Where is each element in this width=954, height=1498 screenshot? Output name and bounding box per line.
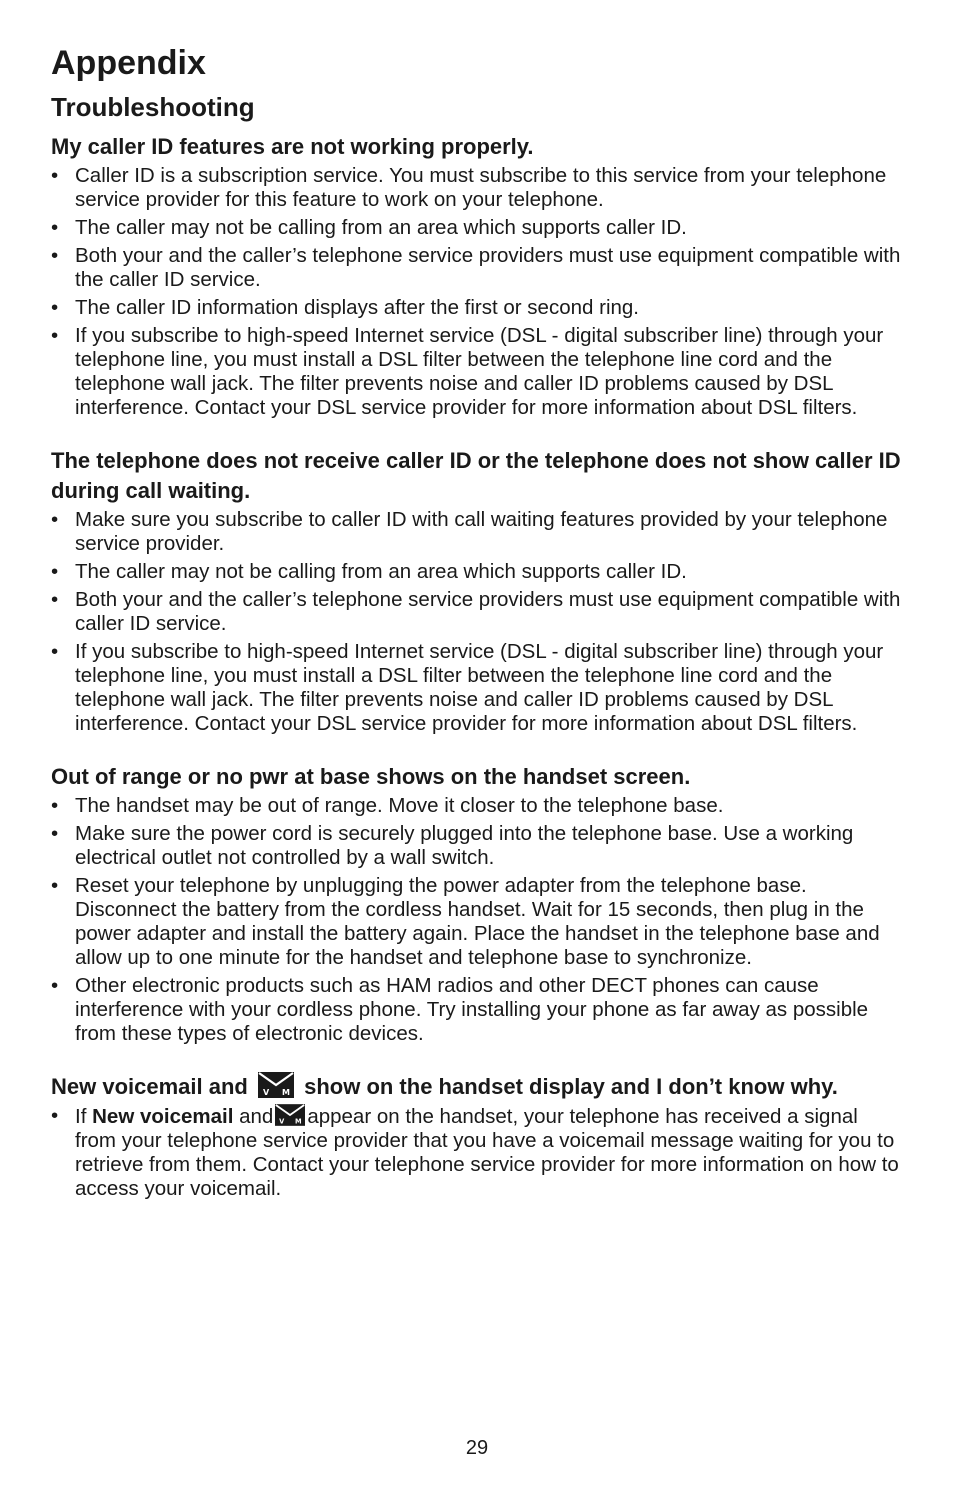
list-item: • Reset your telephone by unplugging the power adapter from the telephone base. Disconnect the battery from the cordless handset. Wait for 15 seconds, then plug in the power adapter and install the battery again. Place the handset in the telephone base and allow up to one minute for the handset and telephone base to synchronize. [51, 874, 880, 969]
bullet-icon: • [51, 874, 59, 897]
voicemail-envelope-icon [275, 1104, 305, 1126]
list-item: • The handset may be out of range. Move it closer to the telephone base. [51, 794, 724, 817]
bullet-list [51, 1104, 903, 1201]
list-item: • Make sure the power cord is securely plugged into the telephone base. Use a working electrical outlet not controlled by a wall switch. [51, 822, 854, 869]
list-item: • Both your and the caller’s telephone service providers must use equipment compatible with the caller ID service. [51, 244, 901, 291]
new-voicemail-label: New voicemail [92, 1105, 234, 1128]
bullet-list [51, 164, 903, 420]
bullet-icon: • [51, 216, 59, 239]
bullet-icon: • [51, 508, 59, 531]
list-item: • The caller may not be calling from an area which supports caller ID. [51, 560, 687, 583]
manual-page [51, 40, 903, 1205]
list-item: • If you subscribe to high-speed Internet service (DSL - digital subscriber line) through your telephone line, you must install a DSL filter between the telephone line cord and the telephone wall jack. The filter prevents noise and caller ID problems caused by DSL interference. Contact your DSL service provider for more information about DSL filters. [51, 324, 884, 419]
bullet-list [51, 794, 903, 1046]
bullet-icon: • [51, 822, 59, 845]
bullet-icon: • [51, 296, 59, 319]
voicemail-letter-m: M [281, 1088, 290, 1097]
bullet-icon: • [51, 244, 59, 267]
problem-heading-call-waiting: The telephone does not receive caller ID or the telephone does not show caller ID during call waiting. [51, 448, 901, 503]
list-item: • If you subscribe to high-speed Internet service (DSL - digital subscriber line) through your telephone line, you must install a DSL filter between the telephone line cord and the telephone wall jack. The filter prevents noise and caller ID problems caused by DSL interference. Contact your DSL service provider for more information about DSL filters. [51, 640, 884, 735]
section-title: Troubleshooting [51, 92, 255, 122]
voicemail-envelope-icon [258, 1072, 294, 1098]
bullet-icon: • [51, 324, 59, 347]
problem-heading-caller-id: My caller ID features are not working properly. [51, 134, 534, 159]
list-item: • Make sure you subscribe to caller ID with call waiting features provided by your telephone service provider. [51, 508, 888, 555]
list-item: • Caller ID is a subscription service. You must subscribe to this service from your telephone service provider for this feature to work on your telephone. [51, 164, 887, 211]
list-item: • The caller may not be calling from an area which supports caller ID. [51, 216, 687, 239]
page-number: 29 [465, 1437, 489, 1459]
bullet-icon: • [51, 640, 59, 663]
problem-heading-out-of-range: Out of range or no pwr at base shows on the handset screen. [51, 764, 691, 789]
bullet-icon: • [51, 588, 59, 611]
voicemail-letter-v: V [279, 1117, 285, 1126]
voicemail-letter-m: M [295, 1117, 302, 1126]
list-item: • If New voicemail and V M appear on the handset, your telephone has received a signal from your telephone service provider that you have a voicemail message waiting for you to retrieve from them. Contact your telephone service provider for more information on how to access your voicemail. [51, 1104, 899, 1200]
bullet-icon: • [51, 974, 59, 997]
bullet-icon: • [51, 1104, 59, 1127]
list-item: • Other electronic products such as HAM radios and other DECT phones can cause interference with your cordless phone. Try installing your phone as far away as possible from these types of electronic devices. [51, 974, 869, 1045]
bullet-icon: • [51, 794, 59, 817]
page-title: Appendix [51, 44, 206, 82]
problem-heading-voicemail: New voicemail and V M show on the handset display and I don’t know why. [51, 1074, 838, 1099]
list-item: • The caller ID information displays after the first or second ring. [51, 296, 639, 319]
list-item: • Both your and the caller’s telephone service providers must use equipment compatible with caller ID service. [51, 588, 901, 635]
bullet-list [51, 508, 903, 736]
bullet-icon: • [51, 560, 59, 583]
voicemail-letter-v: V [262, 1088, 270, 1097]
bullet-icon: • [51, 164, 59, 187]
